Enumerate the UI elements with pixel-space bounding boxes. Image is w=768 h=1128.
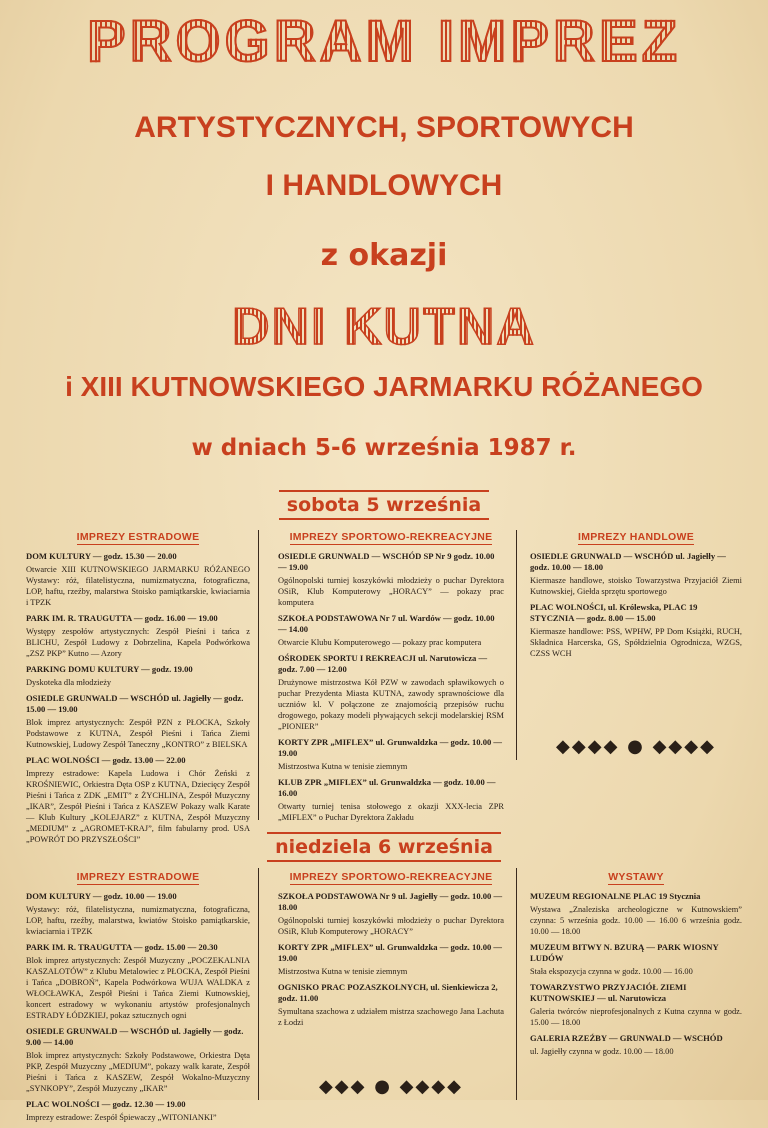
event-venue-time: MUZEUM REGIONALNE PLAC 19 Stycznia xyxy=(530,891,701,901)
column-heading: IMPREZY HANDLOWE xyxy=(577,531,695,543)
event-description: Kiermasze handlowe, stoisko Towarzystwa Przyjaciół Ziemi Kutnowskiej, Giełda sprzętu sportowego xyxy=(530,576,742,596)
event-venue-time: PLAC WOLNOŚCI — godz. 12.30 — 19.00 xyxy=(26,1099,186,1109)
event-item xyxy=(26,1026,250,1094)
event-description: ul. Jagiełły czynna w godz. 10.00 — 18.00 xyxy=(530,1047,674,1056)
day2-wystawy-column xyxy=(530,872,742,1062)
event-item xyxy=(26,693,250,750)
event-description: Ogólnopolski turniej koszykówki młodzieży o puchar Dyrektora OSiR, Klub Komputerowy „HORACY” xyxy=(278,916,504,936)
day1-sportowe-column xyxy=(278,532,504,828)
day2-sportowe-column xyxy=(278,872,504,1033)
event-venue-time: MUZEUM BITWY N. BZURĄ — PARK WIOSNY LUDÓW xyxy=(530,942,719,963)
event-description: Stała ekspozycja czynna w godz. 10.00 — 16.00 xyxy=(530,967,693,976)
event-list xyxy=(530,551,742,659)
event-description: Otwarty turniej tenisa stołowego z okazji XXX-lecia ZPR „MIFLEX” o Puchar Dyrektora Zakładu xyxy=(278,802,504,822)
event-item xyxy=(530,551,742,597)
event-description: Symultana szachowa z udziałem mistrza szachowego Jana Lachuta z Łodzi xyxy=(278,1007,504,1027)
event-venue-time: PARK IM. R. TRAUGUTTA — godz. 15.00 — 20.30 xyxy=(26,942,218,952)
subtitle-line-2: I HANDLOWYCH xyxy=(265,169,503,202)
column-heading: IMPREZY SPORTOWO-REKREACYJNE xyxy=(289,871,493,883)
event-item xyxy=(26,551,250,608)
event-item xyxy=(26,942,250,1021)
event-description: Blok imprez artystycznych: Szkoły Podstawowe, Orkiestra Dęta PKP, Zespół Muzyczny „MEDIUM”, pokazy walk karate, Zespół Pieśni i Tańca z KASZEW, Zespół Wokalno-Muzyczny „SYNKOPY”, Zespół Muzyczny „IKAR” xyxy=(26,1051,250,1093)
day-banner-sunday xyxy=(0,832,768,862)
day1-handlowe-column xyxy=(530,532,742,664)
event-item xyxy=(278,891,504,937)
event-item xyxy=(530,942,742,977)
event-description: Dyskoteka dla młodzieży xyxy=(26,678,112,687)
event-venue-time: SZKOŁA PODSTAWOWA Nr 9 ul. Jagiełły — godz. 10.00 — 18.00 xyxy=(278,891,503,912)
event-description: Otwarcie XIII KUTNOWSKIEGO JARMARKU RÓŻANEGO Wystawy: róż, filatelistyczna, numizmatyczna, fotograficzna, LOP, haftu, rzeźby, malarstwa Stoisko pamiątkarskie, kwiaciarnia i TPZK xyxy=(26,565,250,607)
event-item xyxy=(278,613,504,648)
event-item xyxy=(278,982,504,1028)
event-item xyxy=(278,551,504,608)
event-description: Kiermasze handlowe: PSS, WPHW, PP Dom Książki, RUCH, Składnica Harcerska, GS, Spółdzielnia Ogrodnicza, WZGS, CZSS WCH xyxy=(530,627,742,658)
event-item xyxy=(278,653,504,732)
event-item xyxy=(278,737,504,772)
event-item xyxy=(530,982,742,1028)
event-venue-time: OGNISKO PRAC POZASZKOLNYCH, ul. Sienkiewicza 2, godz. 11.00 xyxy=(278,982,498,1003)
poster-title: PROGRAM IMPREZ xyxy=(0,6,768,78)
column-heading: WYSTAWY xyxy=(608,871,664,883)
event-venue-time: KORTY ZPR „MIFLEX” ul. Grunwaldzka — godz. 10.00 — 19.00 xyxy=(278,942,503,963)
event-venue-time: SZKOŁA PODSTAWOWA Nr 7 ul. Wardów — godz. 10.00 — 14.00 xyxy=(278,613,495,634)
event-item xyxy=(278,777,504,823)
ornament-diamonds: ◆◆◆◆ ● ◆◆◆◆ xyxy=(556,736,716,757)
event-description: Imprezy estradowe: Kapela Ludowa i Chór Żeński z KROŚNIEWIC, Orkiestra Dęta OSP z KUTNA, Dziecięcy Zespół Pieśni i Tańca z ZDK „EMIT” z ŻYCHLINA, Zespół Muzyczny „IKAR”, Zespół Pieśni i Tańca z KASZEW Pokazy walk Karate — Klub Kultury „KOLEJARZ” z KUTNA, Zespół Muzyczny „MEDIUM” z „AGROMET-KRAJ”, film fabularny prod. USA „POWRÓT DO PRZYSZŁOŚCI” xyxy=(26,769,250,844)
event-name: DNI KUTNA xyxy=(0,296,768,358)
day2-estradowe-column xyxy=(26,872,250,1128)
event-venue-time: KLUB ZPR „MIFLEX” ul. Grunwaldzka — godz. 10.00 — 16.00 xyxy=(278,777,496,798)
event-item xyxy=(530,1033,742,1057)
event-item xyxy=(530,602,742,659)
event-list xyxy=(26,891,250,1123)
event-item xyxy=(26,1099,250,1123)
ornament-diamonds: ◆◆◆ ● ◆◆◆◆ xyxy=(318,1076,464,1097)
event-venue-time: OSIEDLE GRUNWALD — WSCHÓD ul. Jagiełły — godz. 9.00 — 14.00 xyxy=(26,1026,244,1047)
event-item xyxy=(26,613,250,659)
event-venue-time: DOM KULTURY — godz. 15.30 — 20.00 xyxy=(26,551,177,561)
event-description: Wystawa „Znaleziska archeologiczne w Kutnowskiem” czynna: 5 września godz. 10.00 — 16.00 6 września godz. 10.00 — 18.00 xyxy=(530,905,742,936)
event-list xyxy=(278,891,504,1028)
event-item xyxy=(26,664,250,688)
column-divider xyxy=(516,530,517,760)
event-list xyxy=(530,891,742,1057)
subtitle-line-1: ARTYSTYCZNYCH, SPORTOWYCH xyxy=(134,111,634,144)
event-item xyxy=(530,891,742,937)
column-heading: IMPREZY ESTRADOWE xyxy=(76,871,200,883)
column-heading: IMPREZY SPORTOWO-REKREACYJNE xyxy=(289,531,493,543)
event-list xyxy=(26,551,250,845)
event-description: Blok imprez artystycznych: Zespół PZN z PŁOCKA, Szkoły Podstawowe z KUTNA, Zespół Pieśni i Tańca Ziemi Kutnowskiej, Ludowy Zespół Taneczny „KONTRO” z BIELSKA xyxy=(26,718,250,749)
event-dates: w dniach 5-6 września 1987 r. xyxy=(191,435,577,461)
day1-estradowe-column xyxy=(26,532,250,850)
event-item xyxy=(26,891,250,937)
event-venue-time: KORTY ZPR „MIFLEX” ul. Grunwaldzka — godz. 10.00 — 19.00 xyxy=(278,737,503,758)
event-venue-time: OSIEDLE GRUNWALD — WSCHÓD SP Nr 9 godz. 10.00 — 19.00 xyxy=(278,551,495,572)
event-item xyxy=(278,942,504,977)
day-label: sobota 5 września xyxy=(279,490,489,520)
event-description: Galeria twórców nieprofesjonalnych z Kutna czynna w godz. 15.00 — 18.00 xyxy=(530,1007,742,1027)
event-venue-time: PARK IM. R. TRAUGUTTA — godz. 16.00 — 19.00 xyxy=(26,613,218,623)
event-description: Mistrzostwa Kutna w tenisie ziemnym xyxy=(278,967,408,976)
event-description: Drużynowe mistrzostwa Kół PZW w zawodach spławikowych o puchar Prezydenta Miasta KUTNA, zawody sprawnościowe dla uczniów kl. V połączone ze znajomością przepisów ruchu drogowego, pokazy modeli pływających sekcji modelarskiej RSM „PIONIER” xyxy=(278,678,504,731)
event-description: Występy zespołów artystycznych: Zespół Pieśni i tańca z BLICHU, Zespół Ludowy z Dobrzelina, Kapela Podwórkowa „ZSZ PKP” Kutno — Azory xyxy=(26,627,250,658)
event-venue-time: PLAC WOLNOŚCI — godz. 13.00 — 22.00 xyxy=(26,755,186,765)
event-venue-time: OSIEDLE GRUNWALD — WSCHÓD ul. Jagiełły — godz. 15.00 — 19.00 xyxy=(26,693,244,714)
column-divider xyxy=(258,530,259,820)
event-description: Otwarcie Klubu Komputerowego — pokazy prac komputera xyxy=(278,638,482,647)
event-description: Imprezy estradowe: Zespół Śpiewaczy „WITONIANKI” xyxy=(26,1113,217,1122)
fair-name: i XIII KUTNOWSKIEGO JARMARKU RÓŻANEGO xyxy=(65,371,703,402)
column-heading: IMPREZY ESTRADOWE xyxy=(76,531,200,543)
event-list xyxy=(278,551,504,823)
day-label: niedziela 6 września xyxy=(267,832,501,862)
event-venue-time: TOWARZYSTWO PRZYJACIÓŁ ZIEMI KUTNOWSKIEJ — ul. Narutowicza xyxy=(530,982,687,1003)
occasion-line: z okazji xyxy=(320,238,448,273)
event-description: Mistrzostwa Kutna w tenisie ziemnym xyxy=(278,762,408,771)
event-venue-time: OSIEDLE GRUNWALD — WSCHÓD ul. Jagiełły — godz. 10.00 — 18.00 xyxy=(530,551,726,572)
event-venue-time: PLAC WOLNOŚCI, ul. Królewska, PLAC 19 STYCZNIA — godz. 8.00 — 15.00 xyxy=(530,602,698,623)
column-divider xyxy=(516,868,517,1100)
column-divider xyxy=(258,868,259,1100)
event-venue-time: DOM KULTURY — godz. 10.00 — 19.00 xyxy=(26,891,177,901)
event-venue-time: OŚRODEK SPORTU I REKREACJI ul. Narutowicza — godz. 7.00 — 12.00 xyxy=(278,653,488,674)
event-description: Blok imprez artystycznych: Zespół Muzyczny „POCZEKALNIA KASZALOTÓW” z Klubu Metalowiec z PŁOCKA, Zespół Pieśni i Tańca „DOBROŃ”, Kapela Podwórkowa WUJA WALDKA z WŁOCŁAWKA, Zespół Pieśni i Tańca Ziemi Kutnowskiej, koncert estradowy w wykonaniu artystów profesjonalnych ESTRADY ŁÓDZKIEJ, pokaz sztucznych ogni xyxy=(26,956,250,1020)
event-description: Wystawy: róż, filatelistyczna, numizmatyczna, fotograficzna, LOP, haftu, rzeźby, malarstwa, kwiatów Stoisko pamiątkarskie, kwiaciarnia i TPZK xyxy=(26,905,250,936)
event-venue-time: GALERIA RZEŹBY — GRUNWALD — WSCHÓD xyxy=(530,1033,723,1043)
event-venue-time: PARKING DOMU KULTURY — godz. 19.00 xyxy=(26,664,193,674)
event-description: Ogólnopolski turniej koszykówki młodzieży o puchar Dyrektora OSiR, Klub Komputerowy „HORACY” — pokazy prac komputera xyxy=(278,576,504,607)
day-banner-saturday xyxy=(0,490,768,520)
